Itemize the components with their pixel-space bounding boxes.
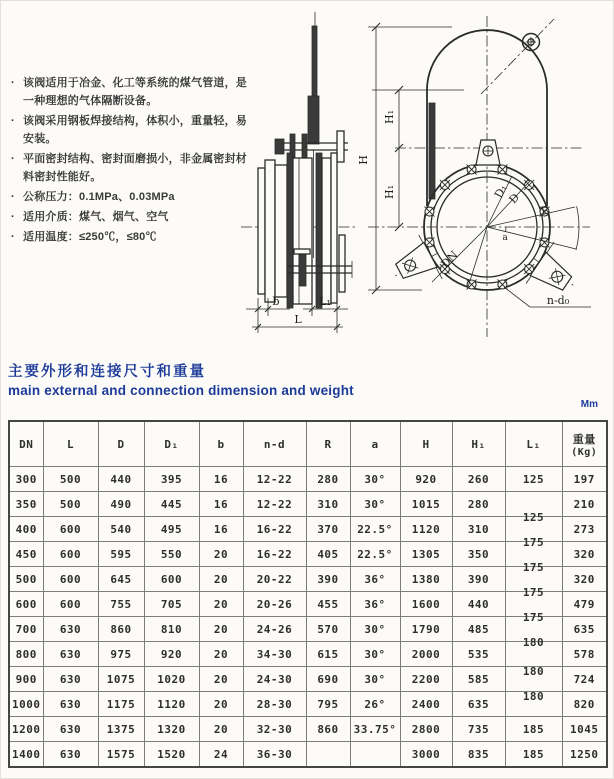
col-header-weight bbox=[562, 421, 607, 467]
cell-nd: 28-30 bbox=[243, 692, 306, 717]
cell-h: 1380 bbox=[400, 567, 452, 592]
table-row bbox=[9, 517, 607, 542]
cell-l1: 175 bbox=[505, 517, 562, 542]
cell-h1: 735 bbox=[452, 717, 505, 742]
product-description-list bbox=[10, 74, 252, 248]
cell-nd: 34-30 bbox=[243, 642, 306, 667]
unit-label: Mm bbox=[580, 399, 598, 410]
col-header-nd: n-d bbox=[243, 421, 306, 467]
cell-r: 690 bbox=[306, 667, 350, 692]
cell-l1: 180 bbox=[505, 667, 562, 692]
cell-dn: 450 bbox=[9, 542, 43, 567]
col-header-l: L bbox=[43, 421, 98, 467]
dim-label-d1: D₁ bbox=[492, 182, 510, 201]
cell-h: 2000 bbox=[400, 642, 452, 667]
cell-b: 20 bbox=[199, 567, 243, 592]
cell-a: 30° bbox=[350, 667, 400, 692]
cell-a: 22.5° bbox=[350, 542, 400, 567]
cell-h1: 635 bbox=[452, 692, 505, 717]
col-header-a: a bbox=[350, 421, 400, 467]
weight-header-zh: 重量 bbox=[572, 433, 596, 446]
section-title bbox=[8, 360, 354, 398]
cell-a: 36° bbox=[350, 567, 400, 592]
weight-header-unit: (Kg) bbox=[571, 446, 598, 458]
dim-label-b: b bbox=[272, 295, 280, 308]
col-header-r: R bbox=[306, 421, 350, 467]
cell-h1: 535 bbox=[452, 642, 505, 667]
cell-nd: 12-22 bbox=[243, 467, 306, 492]
col-header-d1: D₁ bbox=[144, 421, 199, 467]
cell-l: 630 bbox=[43, 667, 98, 692]
cell-d: 540 bbox=[98, 517, 144, 542]
cell-r: 370 bbox=[306, 517, 350, 542]
cell-l1: 175 bbox=[505, 542, 562, 567]
dim-label-l1: L₁ bbox=[319, 295, 331, 308]
dim-label-h1-upper: H₁ bbox=[383, 109, 396, 125]
cell-a: 22.5° bbox=[350, 517, 400, 542]
cell-l: 500 bbox=[43, 467, 98, 492]
cell-h1: 310 bbox=[452, 517, 505, 542]
table-row bbox=[9, 567, 607, 592]
cell-b: 20 bbox=[199, 667, 243, 692]
cell-d: 1175 bbox=[98, 692, 144, 717]
cell-d1: 445 bbox=[144, 492, 199, 517]
cell-dn: 300 bbox=[9, 467, 43, 492]
cell-b: 20 bbox=[199, 642, 243, 667]
side-view-drawing bbox=[241, 12, 357, 333]
cell-l1: 175 bbox=[505, 567, 562, 592]
cell-d1: 1320 bbox=[144, 717, 199, 742]
cell-r: 390 bbox=[306, 567, 350, 592]
cell-kg: 1250 bbox=[562, 742, 607, 768]
cell-kg: 1045 bbox=[562, 717, 607, 742]
col-header-dn: DN bbox=[9, 421, 43, 467]
cell-l: 600 bbox=[43, 517, 98, 542]
description-bullet: · 该阀适用于冶金、化工等系统的煤气管道，是一种理想的气体隔断设备。 bbox=[10, 74, 252, 110]
cell-d1: 395 bbox=[144, 467, 199, 492]
table-row bbox=[9, 592, 607, 617]
cell-r: 795 bbox=[306, 692, 350, 717]
cell-r: 570 bbox=[306, 617, 350, 642]
cell-a: 30° bbox=[350, 642, 400, 667]
cell-dn: 400 bbox=[9, 517, 43, 542]
cell-b: 16 bbox=[199, 492, 243, 517]
cell-kg: 197 bbox=[562, 467, 607, 492]
cell-d: 860 bbox=[98, 617, 144, 642]
table-row bbox=[9, 492, 607, 517]
cell-r: 615 bbox=[306, 642, 350, 667]
section-title-en: main external and connection dimension and weight bbox=[8, 383, 354, 398]
cell-h1: 440 bbox=[452, 592, 505, 617]
cell-a: 30° bbox=[350, 617, 400, 642]
table-row bbox=[9, 717, 607, 742]
cell-h: 1015 bbox=[400, 492, 452, 517]
cell-h: 1600 bbox=[400, 592, 452, 617]
cell-a bbox=[350, 742, 400, 768]
cell-l: 500 bbox=[43, 492, 98, 517]
cell-kg: 479 bbox=[562, 592, 607, 617]
cell-kg: 724 bbox=[562, 667, 607, 692]
col-header-l1: L₁ bbox=[505, 421, 562, 467]
cell-l: 630 bbox=[43, 742, 98, 768]
cell-d: 975 bbox=[98, 642, 144, 667]
cell-dn: 900 bbox=[9, 667, 43, 692]
cell-dn: 1400 bbox=[9, 742, 43, 768]
cell-l1: 180 bbox=[505, 692, 562, 717]
cell-d: 490 bbox=[98, 492, 144, 517]
cell-d1: 705 bbox=[144, 592, 199, 617]
bolt-hole-callout bbox=[504, 287, 591, 307]
cell-nd: 20-26 bbox=[243, 592, 306, 617]
cell-d: 755 bbox=[98, 592, 144, 617]
section-title-zh: 主要外形和连接尺寸和重量 bbox=[8, 364, 206, 380]
cell-nd: 16-22 bbox=[243, 517, 306, 542]
description-bullet: · 公称压力：0.1MPa、0.03MPa bbox=[10, 188, 252, 206]
cell-b: 20 bbox=[199, 542, 243, 567]
dim-label-dn: DN bbox=[438, 248, 461, 271]
cell-b: 16 bbox=[199, 517, 243, 542]
cell-nd: 32-30 bbox=[243, 717, 306, 742]
cell-nd: 12-22 bbox=[243, 492, 306, 517]
col-header-d: D bbox=[98, 421, 144, 467]
cell-d1: 920 bbox=[144, 642, 199, 667]
table-row bbox=[9, 467, 607, 492]
cell-d: 1075 bbox=[98, 667, 144, 692]
cell-h: 2400 bbox=[400, 692, 452, 717]
cell-h: 1790 bbox=[400, 617, 452, 642]
cell-h: 920 bbox=[400, 467, 452, 492]
cell-h1: 485 bbox=[452, 617, 505, 642]
cell-kg: 273 bbox=[562, 517, 607, 542]
col-header-h: H bbox=[400, 421, 452, 467]
dim-label-l: L bbox=[294, 313, 302, 326]
valve-drawings bbox=[235, 8, 614, 356]
cell-l: 630 bbox=[43, 717, 98, 742]
cell-r: 455 bbox=[306, 592, 350, 617]
cell-h1: 585 bbox=[452, 667, 505, 692]
description-bullet: · 适用温度：≤250℃，≤80℃ bbox=[10, 228, 252, 246]
description-bullet: · 平面密封结构、密封面磨损小，非金属密封材料密封性能好。 bbox=[10, 150, 252, 186]
cell-h1: 280 bbox=[452, 492, 505, 517]
cell-h: 1305 bbox=[400, 542, 452, 567]
col-header-b: b bbox=[199, 421, 243, 467]
table-row bbox=[9, 642, 607, 667]
cell-d1: 810 bbox=[144, 617, 199, 642]
cell-b: 24 bbox=[199, 742, 243, 768]
cell-r bbox=[306, 742, 350, 768]
top-bracket bbox=[476, 140, 500, 165]
cell-r: 405 bbox=[306, 542, 350, 567]
cell-a: 33.75° bbox=[350, 717, 400, 742]
cell-h: 2800 bbox=[400, 717, 452, 742]
cell-l: 630 bbox=[43, 692, 98, 717]
description-bullet: · 适用介质：煤气、烟气、空气 bbox=[10, 208, 252, 226]
cell-d1: 550 bbox=[144, 542, 199, 567]
table-body bbox=[9, 467, 607, 768]
table-header-row bbox=[9, 421, 607, 467]
cell-a: 36° bbox=[350, 592, 400, 617]
cell-h1: 260 bbox=[452, 467, 505, 492]
cell-a: 26° bbox=[350, 692, 400, 717]
cell-dn: 1000 bbox=[9, 692, 43, 717]
cell-nd: 24-30 bbox=[243, 667, 306, 692]
cell-nd: 20-22 bbox=[243, 567, 306, 592]
table-row bbox=[9, 692, 607, 717]
cell-d1: 600 bbox=[144, 567, 199, 592]
dim-label-h: H bbox=[357, 155, 370, 165]
cell-l: 630 bbox=[43, 617, 98, 642]
cell-a: 30° bbox=[350, 492, 400, 517]
cell-r: 860 bbox=[306, 717, 350, 742]
cell-b: 20 bbox=[199, 717, 243, 742]
cell-dn: 800 bbox=[9, 642, 43, 667]
cell-l1: 185 bbox=[505, 717, 562, 742]
cell-dn: 350 bbox=[9, 492, 43, 517]
table-row bbox=[9, 742, 607, 768]
cell-d: 440 bbox=[98, 467, 144, 492]
cell-l: 600 bbox=[43, 542, 98, 567]
cell-dn: 500 bbox=[9, 567, 43, 592]
cell-d: 1575 bbox=[98, 742, 144, 768]
cell-d1: 1020 bbox=[144, 667, 199, 692]
cell-kg: 320 bbox=[562, 567, 607, 592]
dim-label-h1-lower: H₁ bbox=[383, 184, 396, 200]
cell-d: 1375 bbox=[98, 717, 144, 742]
cell-l1: 180 bbox=[505, 617, 562, 642]
cell-dn: 1200 bbox=[9, 717, 43, 742]
cell-r: 280 bbox=[306, 467, 350, 492]
dim-label-r: R bbox=[539, 203, 551, 218]
cell-a: 30° bbox=[350, 467, 400, 492]
table-row bbox=[9, 667, 607, 692]
cell-h1: 835 bbox=[452, 742, 505, 768]
cell-dn: 700 bbox=[9, 617, 43, 642]
cell-nd: 36-30 bbox=[243, 742, 306, 768]
cell-h: 2200 bbox=[400, 667, 452, 692]
cell-kg: 820 bbox=[562, 692, 607, 717]
dim-label-d: D bbox=[506, 191, 523, 207]
cell-kg: 635 bbox=[562, 617, 607, 642]
cell-h1: 350 bbox=[452, 542, 505, 567]
cell-h1: 390 bbox=[452, 567, 505, 592]
cell-d1: 495 bbox=[144, 517, 199, 542]
front-view-drawing bbox=[357, 16, 591, 337]
cell-nd: 16-22 bbox=[243, 542, 306, 567]
dim-label-a: a bbox=[502, 233, 508, 243]
cell-kg: 320 bbox=[562, 542, 607, 567]
cell-r: 310 bbox=[306, 492, 350, 517]
table-row bbox=[9, 617, 607, 642]
cell-l: 600 bbox=[43, 592, 98, 617]
cell-dn: 600 bbox=[9, 592, 43, 617]
cell-b: 20 bbox=[199, 692, 243, 717]
cell-l1: 125 bbox=[505, 467, 562, 492]
table-row bbox=[9, 542, 607, 567]
cell-d1: 1120 bbox=[144, 692, 199, 717]
cell-l1: 175 bbox=[505, 592, 562, 617]
cell-b: 20 bbox=[199, 617, 243, 642]
cell-d: 595 bbox=[98, 542, 144, 567]
cell-l1: 185 bbox=[505, 742, 562, 768]
cell-h: 1120 bbox=[400, 517, 452, 542]
cell-l: 600 bbox=[43, 567, 98, 592]
col-header-h1: H₁ bbox=[452, 421, 505, 467]
cell-d: 645 bbox=[98, 567, 144, 592]
description-bullet: · 该阀采用钢板焊接结构，体积小，重量轻，易安装。 bbox=[10, 112, 252, 148]
cell-d1: 1520 bbox=[144, 742, 199, 768]
dimension-table bbox=[8, 420, 608, 768]
cell-l: 630 bbox=[43, 642, 98, 667]
cell-kg: 578 bbox=[562, 642, 607, 667]
cell-b: 16 bbox=[199, 467, 243, 492]
cell-h: 3000 bbox=[400, 742, 452, 768]
cell-nd: 24-26 bbox=[243, 617, 306, 642]
dim-label-nd: n-d₀ bbox=[546, 294, 570, 307]
cell-l1: 125 bbox=[505, 492, 562, 517]
cell-b: 20 bbox=[199, 592, 243, 617]
cell-kg: 210 bbox=[562, 492, 607, 517]
